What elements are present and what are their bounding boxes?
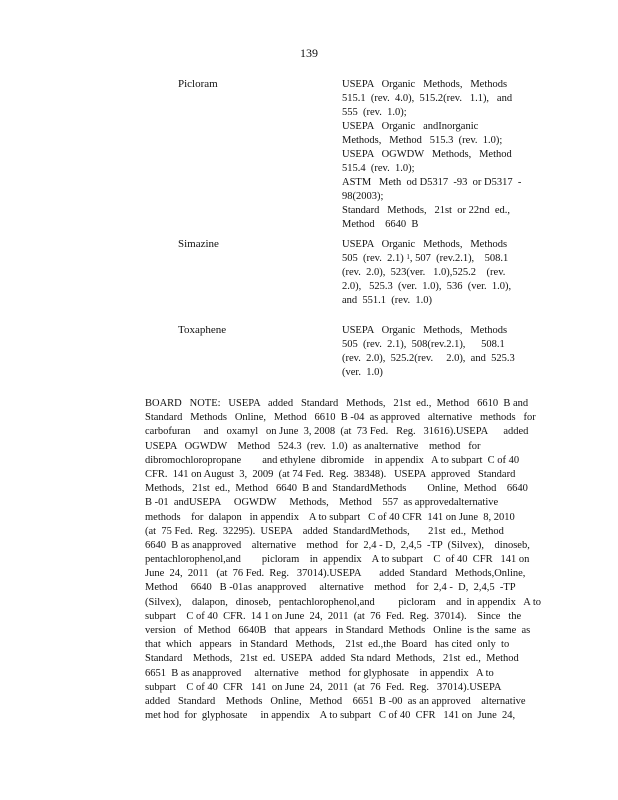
method-line-with-footnote [342, 252, 522, 266]
method-line: 515.1 (rev. 4.0), 515.2(rev. 1.1), and [342, 93, 513, 104]
method-list [342, 324, 522, 380]
board-note-line: June 24, 2011 (at 76 Fed. Reg. 37014).USEPA added Standard Methods,Online, [145, 568, 526, 580]
board-note-line: Method 6640 B -01as anapproved alternative method for 2,4 - D, 2,4,5 -TP [145, 582, 516, 594]
analyte-name: Picloram [178, 78, 218, 90]
footnote-marker: 1 [406, 253, 410, 261]
board-note-line: version of Method 6640B that appears in Standard Methods Online is the same as [145, 625, 531, 636]
method-line: Standard Methods, 21st or 22nd ed., [342, 205, 510, 216]
method-line: USEPA OGWDW Methods, Method [342, 149, 512, 160]
board-note-line: met hod for glyphosate in appendix A to subpart C of 40 CFR 141 on June 24, [145, 710, 516, 722]
method-line: (ver. 1.0) [342, 367, 383, 378]
method-line: USEPA Organic Methods, Methods [342, 325, 508, 336]
method-line: 98(2003); [342, 191, 384, 202]
method-line: (rev. 2.0), 523(ver. 1.0),525.2 (rev. [342, 267, 506, 278]
analyte-row-toxaphene [0, 324, 618, 394]
board-note-line: B -01 andUSEPA OGWDW Methods, Method 557 as approvedalternative [145, 497, 499, 509]
board-note-line: dibromochloropropane and ethylene dibromide in appendix A to subpart C of 40 [145, 454, 520, 466]
method-line: 555 (rev. 1.0); [342, 107, 407, 118]
method-line: 505 (rev. 2.1), 508(rev.2.1), 508.1 [342, 339, 505, 350]
board-note-line: 6640 B as anapproved alternative method for 2,4 - D, 2,4,5 -TP (Silvex), dinoseb, [145, 539, 530, 551]
method-text: 505 (rev. 2.1) [342, 253, 407, 264]
method-line: and 551.1 (rev. 1.0) [342, 295, 433, 306]
board-note-line: 6651 B as anapproved alternative method for glyphosate in appendix A to [145, 667, 494, 679]
board-note-line: BOARD NOTE: USEPA added Standard Methods, 21st ed., Method 6610 B and [145, 398, 529, 409]
method-list [342, 238, 522, 308]
analyte-method-table [0, 78, 618, 394]
board-note-line: carbofuran and oxamyl on June 3, 2008 (at 73 Fed. Reg. 31616).USEPA added [145, 426, 529, 438]
method-line: USEPA Organic Methods, Methods [342, 79, 508, 90]
board-note [145, 397, 545, 723]
method-line: USEPA Organic andInorganic [342, 121, 479, 132]
analyte-name: Simazine [178, 238, 219, 250]
board-note-line: CFR. 141 on August 3, 2009 (at 74 Fed. Reg. 38348). USEPA approved Standard [145, 468, 516, 480]
board-note-line: subpart C of 40 CFR. 14 1 on June 24, 2011 (at 76 Fed. Reg. 37014). Since the [145, 610, 522, 622]
method-line: 2.0), 525.3 (ver. 1.0), 536 (ver. 1.0), [342, 281, 512, 292]
board-note-line: (Silvex), dalapon, dinoseb, pentachlorophenol,and picloram and in appendix A to [145, 596, 542, 608]
analyte-row-simazine [0, 238, 618, 324]
analyte-name: Toxaphene [178, 324, 227, 336]
analyte-row-picloram [0, 78, 618, 238]
board-note-line: (at 75 Fed. Reg. 32295). USEPA added StandardMethods, 21st ed., Method [145, 525, 504, 537]
method-text: , 507 (rev.2.1), 508.1 [409, 253, 509, 264]
board-note-line: pentachlorophenol,and picloram in appendix A to subpart C of 40 CFR 141 on [145, 554, 530, 566]
method-line: USEPA Organic Methods, Methods [342, 239, 508, 250]
board-note-line: Methods, 21st ed., Method 6640 B and StandardMethods Online, Method 6640 [145, 483, 528, 495]
method-line: 515.4 (rev. 1.0); [342, 163, 415, 174]
method-list [342, 78, 522, 232]
board-note-line: USEPA OGWDW Method 524.3 (rev. 1.0) as analternative method for [145, 440, 481, 452]
board-note-line: that which appears in Standard Methods, 21st ed.,the Board has cited only to [145, 639, 510, 651]
page-number: 139 [300, 46, 318, 60]
board-note-line: subpart C of 40 CFR 141 on June 24, 2011 (at 76 Fed. Reg. 37014).USEPA [145, 681, 502, 693]
board-note-line: added Standard Methods Online, Method 6651 B -00 as an approved alternative [145, 695, 526, 707]
board-note-line: Standard Methods, 21st ed. USEPA added Sta ndard Methods, 21st ed., Method [145, 653, 519, 665]
method-line: Methods, Method 515.3 (rev. 1.0); [342, 135, 503, 146]
method-line: ASTM Meth od D5317 -93 or D5317 - [342, 177, 522, 188]
method-line: (rev. 2.0), 525.2(rev. 2.0), and 525.3 [342, 353, 515, 364]
board-note-line: methods for dalapon in appendix A to subpart C of 40 CFR 141 on June 8, 2010 [145, 511, 515, 523]
board-note-line: Standard Methods Online, Method 6610 B -04 as approved alternative methods for [145, 412, 536, 424]
method-line: Method 6640 B [342, 219, 419, 230]
